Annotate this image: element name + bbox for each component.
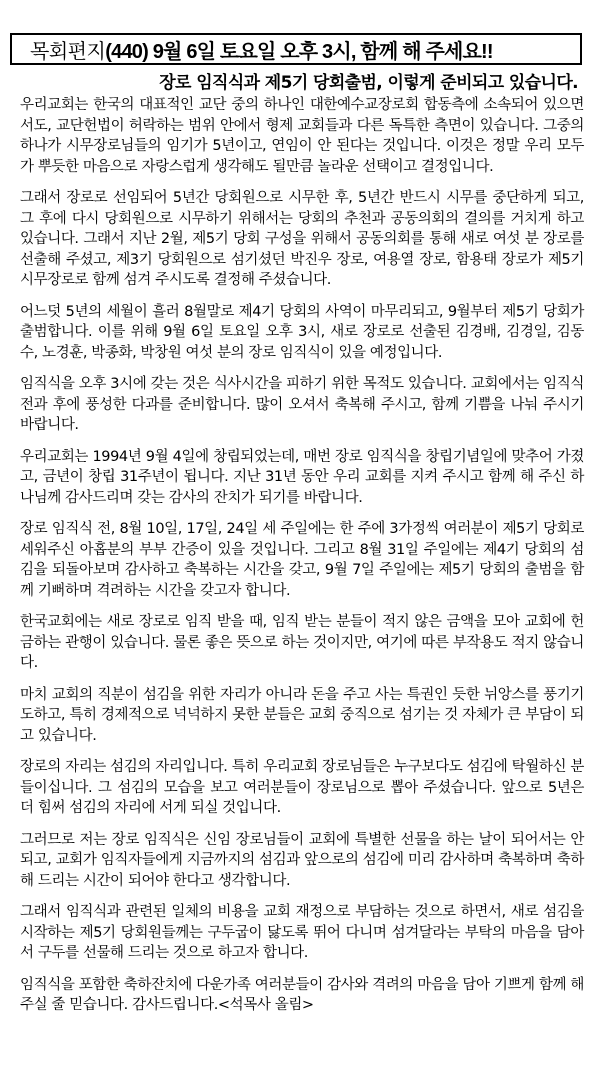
paragraph: 장로 임직식 전, 8월 10일, 17일, 24일 세 주일에는 한 주에 3가정씩 여러분이 제5기 당회로 세워주신 아홉분의 부부 간증이 있을 것입니다. 그리고 8월 31일 주일에는 제4기 당회의 섬김을 되돌아보며 감사하고 축복하는 시간을 갖고, 9월 7일 주일에는 제5기 당회의 출범을 함께 기뻐하며 격려하는 시간을 갖고자 합니다. xyxy=(20,521,584,599)
paragraph: 우리교회는 한국의 대표적인 교단 중의 하나인 대한예수교장로회 합동측에 소속되어 있으면서도, 교단헌법이 허락하는 범위 안에서 형제 교회들과 다른 독특한 측면이 있습니다. 그중의 하나가 시무장로님들의 임기가 5년이고, 연임이 안 된다는 것입니다. 이것은 정말 우리 모두가 뿌듯한 마음으로 자랑스럽게 생각해도 될만큼 놀라운 선택이고 결정입니다. xyxy=(20,97,584,175)
paragraph: 우리교회는 1994년 9월 4일에 창립되었는데, 매번 장로 임직식을 창립기념일에 맞추어 가졌고, 금년이 창립 31주년이 됩니다. 지난 31년 동안 우리 교회를 지켜 주시고 함께 해 주신 하나님께 감사드리며 갖는 감사의 잔치가 되기를 바랍니다. xyxy=(20,448,584,506)
letter-body xyxy=(20,95,584,1027)
paragraph: 마치 교회의 직분이 섬김을 위한 자리가 아니라 돈을 주고 사는 특권인 듯한 뉘앙스를 풍기기도하고, 특히 경제적으로 넉넉하지 못한 분들은 교회 중직으로 섬기는 것 자체가 큰 부담이 되고 있습니다. xyxy=(20,686,584,744)
paragraph: 그래서 장로로 선임되어 5년간 당회원으로 시무한 후, 5년간 반드시 시무를 중단하게 되고, 그 후에 다시 당회원으로 시무하기 위해서는 당회의 추천과 공동의회의 결의를 거치게 하고 있습니다. 그래서 지난 2월, 제5기 당회 구성을 위해서 공동의회를 통해 새로 여섯 분 장로를 선출해 주셨고, 제3기 당회원으로 섬기셨던 박진우 장로, 여용열 장로, 함용태 장로가 제5기 시무장로로 함께 섬겨 주시도록 결정해 주셨습니다. xyxy=(20,190,584,288)
paragraph: 어느덧 5년의 세월이 흘러 8월말로 제4기 당회의 사역이 마무리되고, 9월부터 제5기 당회가 출범합니다. 이를 위해 9월 6일 토요일 오후 3시, 새로 장로로 선출된 김경배, 김경일, 김동수, 노경훈, 박종화, 박창원 여섯 분의 장로 임직식이 있을 예정입니다. xyxy=(20,303,584,361)
paragraph: 임직식을 오후 3시에 갖는 것은 식사시간을 피하기 위한 목적도 있습니다. 교회에서는 임직식 전과 후에 풍성한 다과를 준비합니다. 많이 오셔서 축복해 주시고, 함께 기쁨을 나눠 주시기 바랍니다. xyxy=(20,376,584,433)
paragraph: 임직식을 포함한 축하잔치에 다운가족 여러분들이 감사와 격려의 마음을 담아 기쁘게 함께 해주실 줄 믿습니다. 감사드립니다.<석목사 올림> xyxy=(20,976,584,1013)
letter-title: (440) 9월 6일 토요일 오후 3시, 함께 해 주세요!! xyxy=(105,40,493,63)
letter-label: 목회편지 xyxy=(30,40,106,63)
paragraph: 그래서 임직식과 관련된 일체의 비용을 교회 재정으로 부담하는 것으로 하면서, 새로 섬김을 시작하는 제5기 당회원들께는 구두굽이 닳도록 뛰어 다니며 섬겨달라는 부탁의 마음을 담아서 구두를 선물해 드리는 것으로 하고자 합니다. xyxy=(20,904,584,961)
paragraph: 한국교회에는 새로 장로로 임직 받을 때, 임직 받는 분들이 적지 않은 금액을 모아 교회에 헌금하는 관행이 있습니다. 물론 좋은 뜻으로 하는 것이지만, 여기에 따른 부작용도 적지 않습니다. xyxy=(20,614,584,671)
title-box xyxy=(10,33,582,65)
paragraph: 장로의 자리는 섬김의 자리입니다. 특히 우리교회 장로님들은 누구보다도 섬김에 탁월하신 분들이십니다. 그 섬김의 모습을 보고 여러분들이 장로님으로 뽑아 주셨습니다. 앞으로 5년은 더 힘써 섬김의 자리에 서게 되실 것입니다. xyxy=(20,759,584,816)
paragraph: 그러므로 저는 장로 임직식은 신임 장로님들이 교회에 특별한 선물을 하는 날이 되어서는 안 되고, 교회가 임직자들에게 지금까지의 섬김과 앞으로의 섬김에 미리 감사하며 축복하며 축하해 드리는 시간이 되어야 한다고 생각합니다. xyxy=(20,831,584,889)
letter-subtitle: 장로 임직식과 제5기 당회출범, 이렇게 준비되고 있습니다. xyxy=(159,73,578,93)
